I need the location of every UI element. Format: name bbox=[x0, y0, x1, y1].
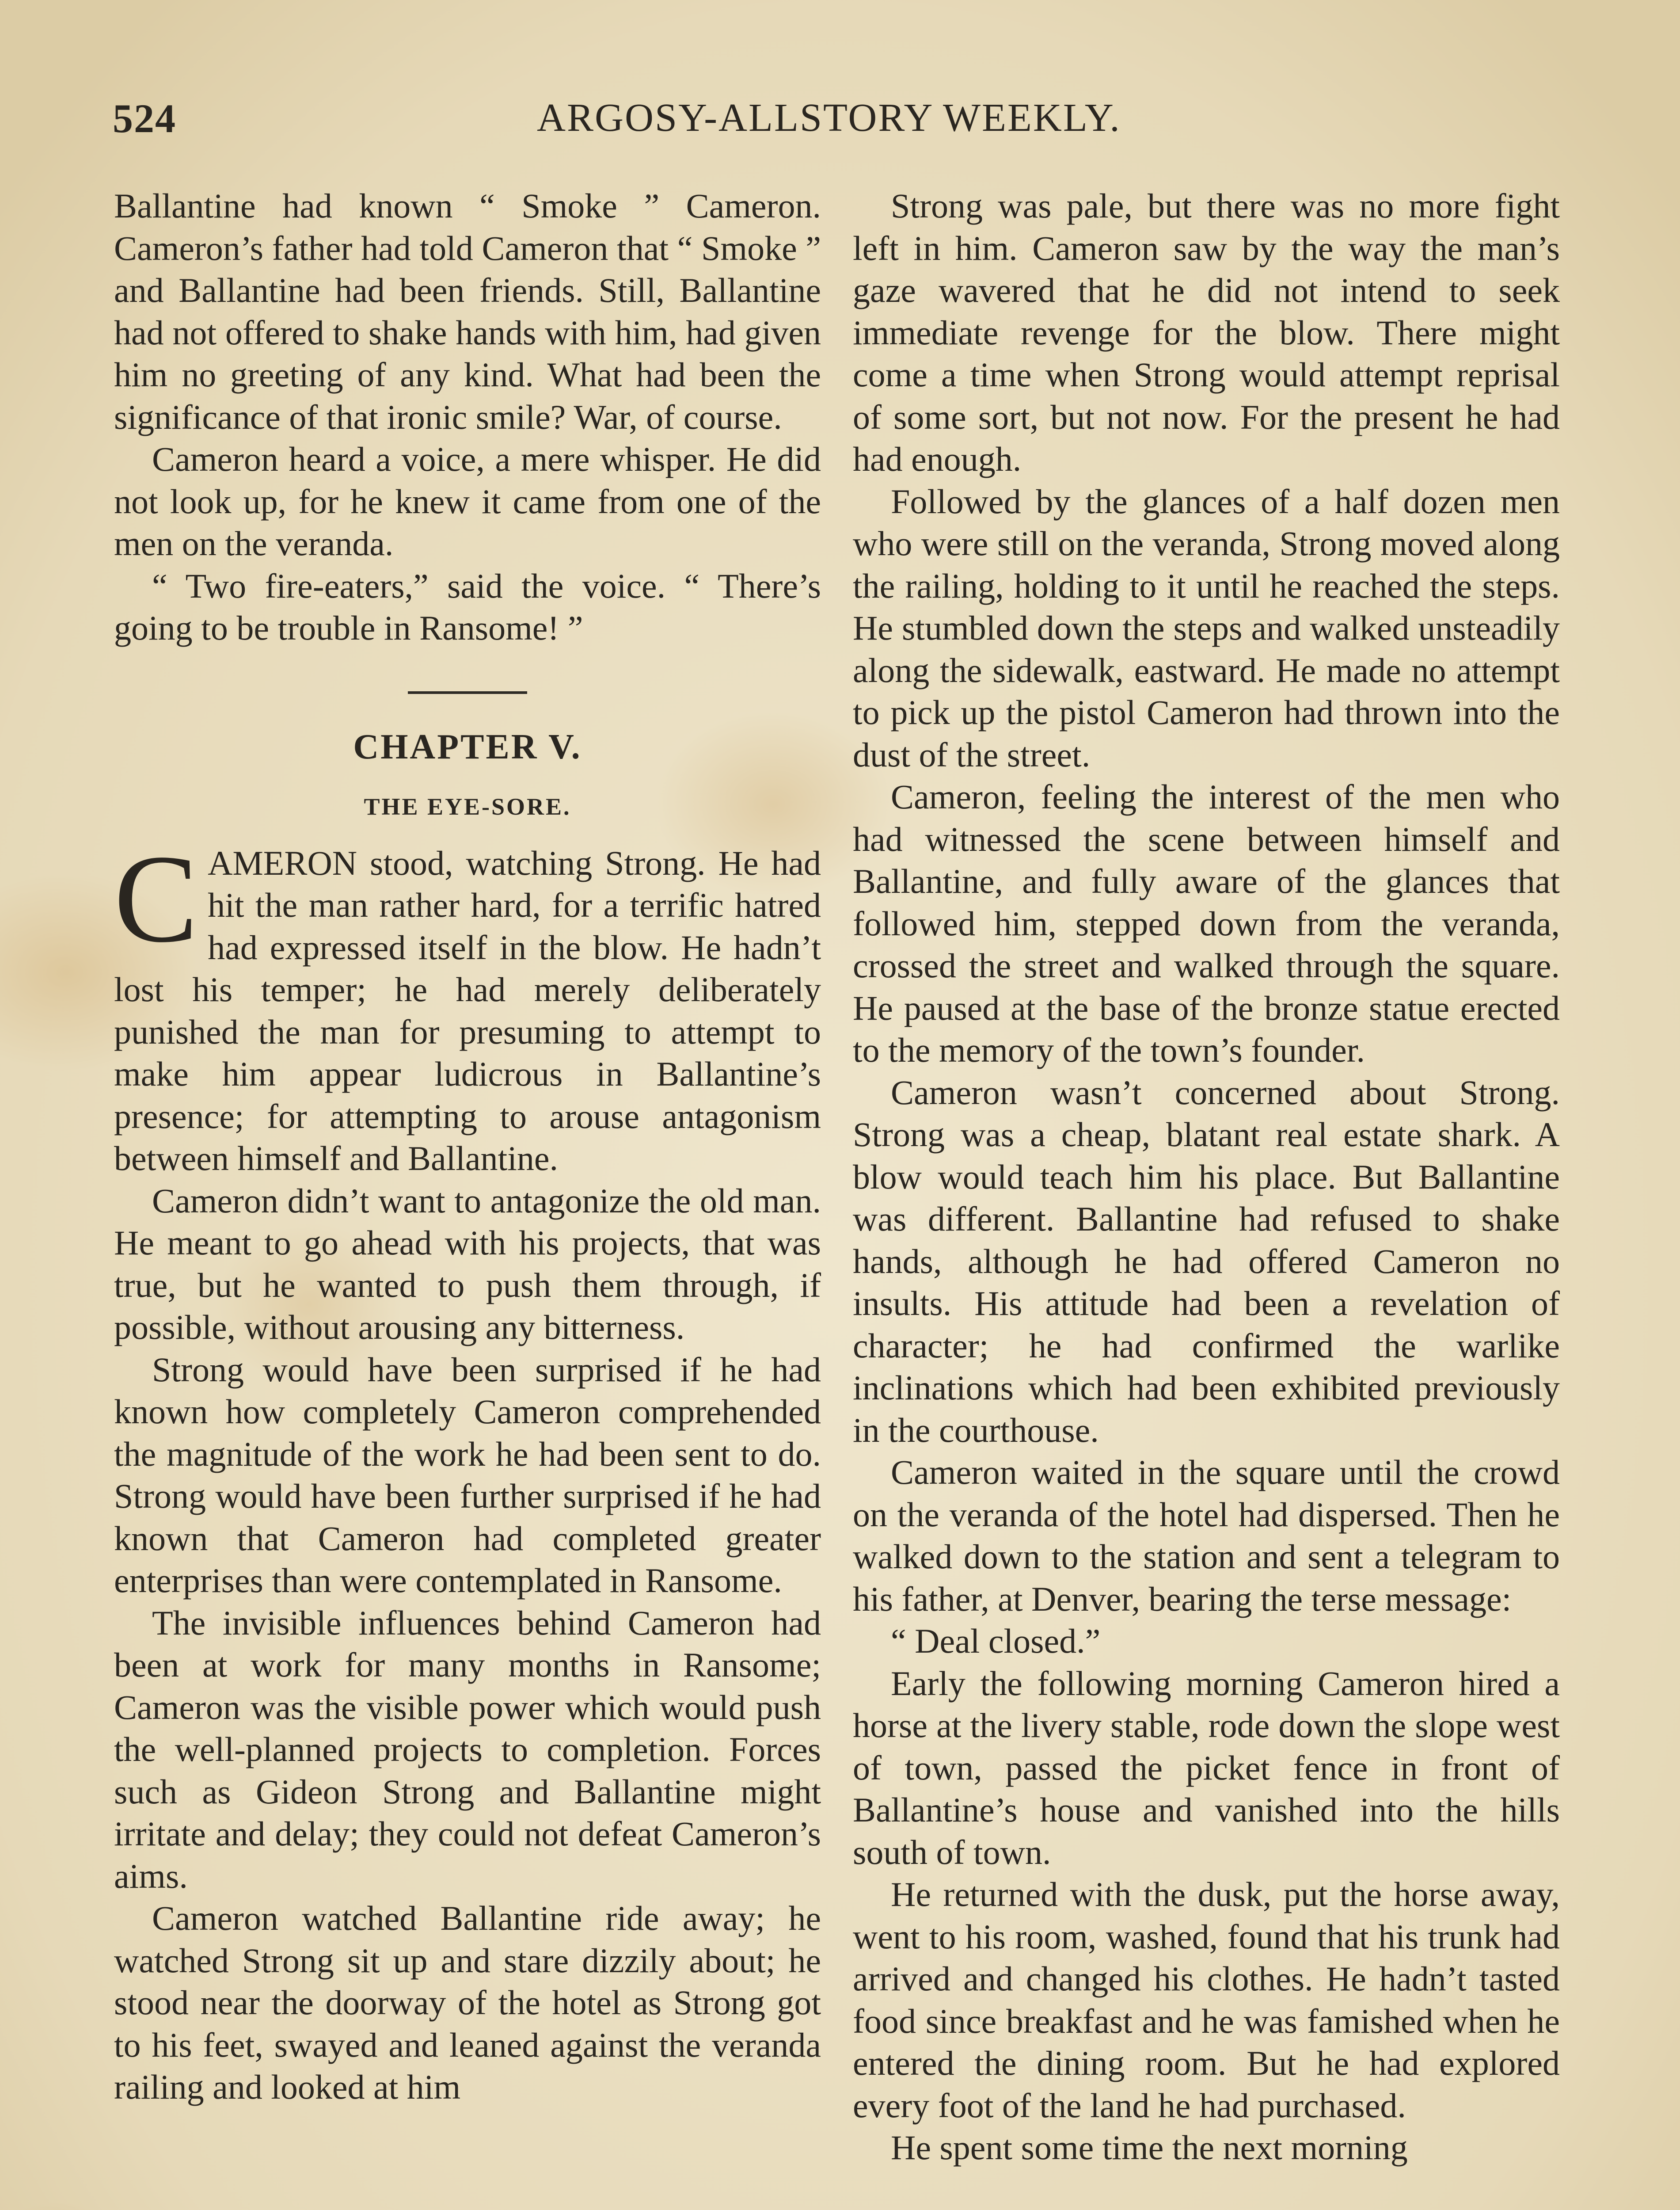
paragraph: Ballantine had known “ Smoke ” Cameron. Cameron’s father had told Cameron that “ Smoke ” and Ballantine had been friends. Still, Ballantine had not offered to shake hands with him, had given him no greeting of any kind. What had been the significance of that ironic smile? War, of course. bbox=[114, 187, 821, 436]
chapter-title: CHAPTER V. bbox=[353, 727, 582, 766]
paragraph: The invisible influences behind Cameron had been at work for many months in Ransome; Cameron was the visible power which would push the well-planned projects to completion. Forces such as Gideon Strong and Ballantine might irritate and delay; they could not defeat Cameron’s aims. bbox=[114, 1603, 821, 1895]
paragraph-text: AMERON stood, watching Strong. He had hit the man rather hard, for a terrific hatred had expressed itself in the blow. He hadn’t lost his temper; he had merely deliberately punished the man for presuming to attempt to make him appear ludicrous in Ballantine’s presence; for attempting to arouse antagonism between himself and Ballantine. bbox=[114, 843, 821, 1177]
paragraph: “ Deal closed.” bbox=[891, 1622, 1101, 1660]
page-header bbox=[113, 95, 1561, 144]
paragraph: Cameron wasn’t concerned about Strong. Strong was a cheap, blatant real estate shark. A blow would teach him his place. But Ballantine was different. Ballantine had refused to shake hands, although he had offered Cameron no insults. His attitude had been a revelation of character; he had confirmed the warlike inclinations which had been exhibited previously in the courthouse. bbox=[853, 1073, 1560, 1449]
paragraph: Cameron heard a voice, a mere whisper. He did not look up, for he knew it came from one of the men on the veranda. bbox=[114, 440, 821, 563]
chapter-subtitle: THE EYE-SORE. bbox=[364, 793, 571, 820]
paragraph: Cameron waited in the square until the crowd on the veranda of the hotel had dispersed. Then he walked down to the station and sent a telegram to his father, at Denver, bearing the terse message: bbox=[853, 1453, 1560, 1618]
page-number: 524 bbox=[113, 96, 176, 141]
paragraph: “ Two fire-eaters,” said the voice. “ There’s going to be trouble in Ransome! ” bbox=[114, 566, 821, 647]
paragraph: Cameron watched Ballantine ride away; he watched Strong sit up and stare dizzily about; he stood near the doorway of the hotel as Strong got to his feet, swayed and leaned against the veranda railing and looked at him bbox=[114, 1899, 821, 2106]
paragraph: Followed by the glances of a half dozen men who were still on the veranda, Strong moved along the railing, holding to it until he reached the steps. He stumbled down the steps and walked unsteadily along the sidewalk, eastward. He made no attempt to pick up the pistol Cameron had thrown into the dust of the street. bbox=[853, 482, 1560, 774]
paragraph: Cameron, feeling the interest of the men who had witnessed the scene between himself and Ballantine, and fully aware of the glances that followed him, stepped down from the veranda, crossed the street and walked through the square. He paused at the base of the bronze statue erected to the memory of the town’s founder. bbox=[853, 777, 1560, 1069]
section-divider bbox=[408, 691, 527, 694]
running-head: ARGOSY-ALLSTORY WEEKLY. bbox=[537, 96, 1121, 140]
paragraph: Early the following morning Cameron hired a horse at the livery stable, rode down the slope west of town, passed the picket fence in front of Ballantine’s house and vanished into the hills south of town. bbox=[853, 1664, 1560, 1871]
paragraph: Strong was pale, but there was no more fight left in him. Cameron saw by the way the man’s gaze wavered that he did not intend to seek immediate revenge for the blow. There might come a time when Strong would attempt reprisal of some sort, but not now. For the present he had had enough. bbox=[853, 187, 1560, 478]
drop-cap: C bbox=[114, 828, 198, 968]
chapter-opening-paragraph bbox=[114, 828, 821, 1180]
paragraph: He spent some time the next morning bbox=[891, 2128, 1408, 2167]
paragraph: Strong would have been surprised if he had known how completely Cameron comprehended the magnitude of the work he had been sent to do. Strong would have been further surprised if he had known that Cameron had completed greater enterprises than were contemplated in Ransome. bbox=[114, 1350, 821, 1600]
paragraph: Cameron didn’t want to antagonize the old man. He meant to go ahead with his projects, that was true, but he wanted to push them through, if possible, without arousing any bitterness. bbox=[114, 1181, 821, 1346]
left-column bbox=[114, 185, 821, 2108]
right-column bbox=[853, 185, 1560, 2169]
paragraph: He returned with the dusk, put the horse away, went to his room, washed, found that his trunk had arrived and changed his clothes. He hadn’t tasted food since breakfast and he was famished when he entered the dining room. But he had explored every foot of the land he had purchased. bbox=[853, 1875, 1560, 2125]
